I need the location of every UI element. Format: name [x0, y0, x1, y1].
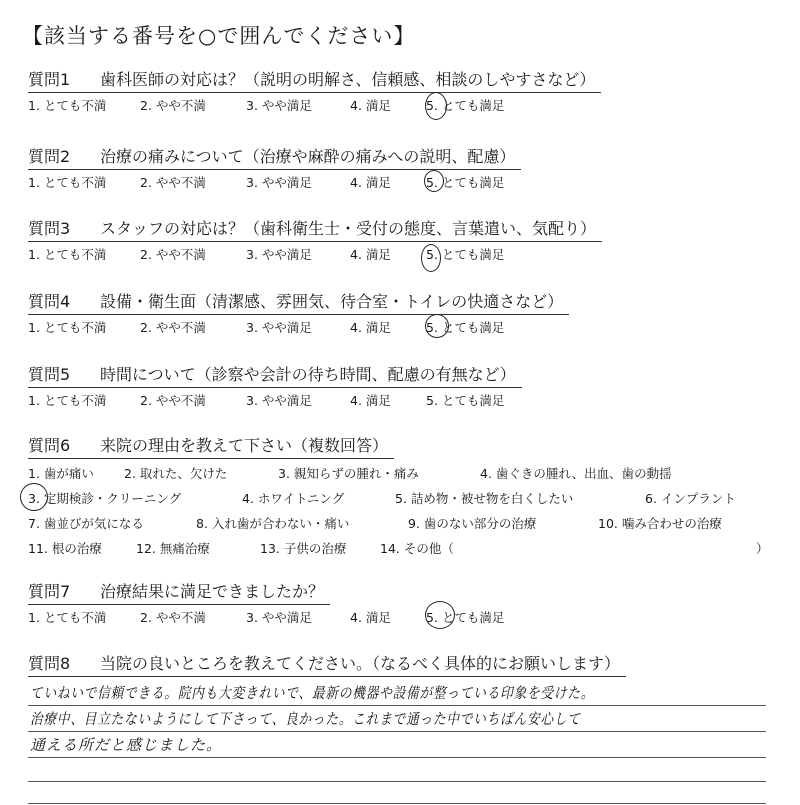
- option-1[interactable]: 1. とても不満: [28, 247, 107, 262]
- option-2[interactable]: 2. やや不満: [140, 610, 206, 625]
- question-number: 質問5: [28, 365, 71, 384]
- option-5[interactable]: 5. とても満足: [426, 247, 505, 262]
- question-7: [28, 580, 768, 629]
- option-1[interactable]: 1. とても不満: [28, 610, 107, 625]
- selected-circle-q3: [421, 244, 441, 272]
- reason-close-paren: ）: [756, 541, 769, 556]
- question-text: 時間について（診察や会計の待ち時間、配慮の有無など）: [100, 365, 516, 384]
- option-4[interactable]: 4. 満足: [350, 247, 391, 262]
- reason-option[interactable]: 13. 子供の治療: [260, 541, 347, 556]
- option-3[interactable]: 3. やや満足: [246, 610, 312, 625]
- rating-options: [28, 607, 768, 629]
- reason-option[interactable]: 9. 歯のない部分の治療: [408, 516, 537, 531]
- answer-line: [28, 705, 766, 706]
- option-1[interactable]: 1. とても不満: [28, 393, 107, 408]
- question-number: 質問7: [28, 582, 71, 601]
- question-text: 歯科医師の対応は？（説明の明解さ、信頼感、相談のしやすさなど）: [100, 70, 596, 89]
- option-3[interactable]: 3. やや満足: [246, 247, 312, 262]
- option-5[interactable]: 5. とても満足: [426, 610, 505, 625]
- question-8: [28, 652, 768, 677]
- reason-option[interactable]: 11. 根の治療: [28, 541, 102, 556]
- handwritten-answer-line-3: 通える所だと感じました。: [30, 736, 223, 754]
- reason-row: [28, 536, 768, 561]
- rating-options: [28, 317, 768, 339]
- option-2[interactable]: 2. やや不満: [140, 175, 206, 190]
- answer-line: [28, 731, 766, 732]
- question-number: 質問3: [28, 219, 71, 238]
- question-text: 設備・衛生面（清潔感、雰囲気、待合室・トイレの快適さなど）: [100, 292, 564, 311]
- question-text: 当院の良いところを教えてください。（なるべく具体的にお願いします）: [100, 654, 621, 673]
- reason-option[interactable]: 12. 無痛治療: [136, 541, 210, 556]
- option-5[interactable]: 5. とても満足: [426, 393, 505, 408]
- option-4[interactable]: 4. 満足: [350, 175, 391, 190]
- reason-row: [28, 486, 768, 511]
- selected-circle-q6: [20, 483, 48, 511]
- question-text: 治療結果に満足できましたか？: [100, 582, 325, 601]
- selected-circle-q4: [425, 314, 449, 338]
- reason-row: [28, 461, 768, 486]
- question-4: [28, 290, 768, 339]
- option-1[interactable]: 1. とても不満: [28, 320, 107, 335]
- option-2[interactable]: 2. やや不満: [140, 393, 206, 408]
- answer-line: [28, 781, 766, 782]
- option-5[interactable]: 5. とても満足: [426, 175, 505, 190]
- option-4[interactable]: 4. 満足: [350, 393, 391, 408]
- option-4[interactable]: 4. 満足: [350, 320, 391, 335]
- option-5[interactable]: 5. とても満足: [426, 320, 505, 335]
- question-2: [28, 145, 768, 194]
- option-3[interactable]: 3. やや満足: [246, 98, 312, 113]
- option-4[interactable]: 4. 満足: [350, 610, 391, 625]
- answer-line: [28, 803, 766, 804]
- option-5[interactable]: 5. とても満足: [426, 98, 505, 113]
- reason-option[interactable]: 8. 入れ歯が合わない・痛い: [196, 516, 350, 531]
- reason-option[interactable]: 14. その他（: [380, 541, 454, 556]
- question-text: スタッフの対応は？（歯科衛生士・受付の態度、言葉遣い、気配り）: [100, 219, 597, 238]
- question-number: 質問1: [28, 70, 71, 89]
- option-4[interactable]: 4. 満足: [350, 98, 391, 113]
- reason-option[interactable]: 4. ホワイトニング: [242, 491, 345, 506]
- question-3: [28, 217, 768, 266]
- reason-options: [28, 461, 768, 561]
- question-text: 来院の理由を教えて下さい（複数回答）: [100, 436, 389, 455]
- handwritten-answer-line-2: 治療中、目立たないようにして下さって、良かった。これまで通った中でいちばん安心して: [30, 710, 581, 728]
- selected-circle-q7: [425, 601, 455, 629]
- reason-option[interactable]: 1. 歯が痛い: [28, 466, 94, 481]
- option-2[interactable]: 2. やや不満: [140, 247, 206, 262]
- option-3[interactable]: 3. やや満足: [246, 393, 312, 408]
- question-6: [28, 434, 768, 561]
- reason-option[interactable]: 6. インプラント: [645, 491, 736, 506]
- option-1[interactable]: 1. とても不満: [28, 98, 107, 113]
- reason-option[interactable]: 3. 親知らずの腫れ・痛み: [278, 466, 419, 481]
- reason-row: [28, 511, 768, 536]
- handwritten-answer-line-1: ていねいで信頼できる。院内も大変きれいで、最新の機器や設備が整っている印象を受けた。: [30, 684, 595, 702]
- answer-line: [28, 757, 766, 758]
- reason-option[interactable]: 5. 詰め物・被せ物を白くしたい: [395, 491, 574, 506]
- question-number: 質問8: [28, 654, 71, 673]
- rating-options: [28, 244, 768, 266]
- question-text: 治療の痛みについて（治療や麻酔の痛みへの説明、配慮）: [100, 147, 516, 166]
- reason-option[interactable]: 2. 取れた、欠けた: [124, 466, 228, 481]
- question-number: 質問2: [28, 147, 71, 166]
- option-3[interactable]: 3. やや満足: [246, 175, 312, 190]
- selected-circle-q1: [425, 92, 447, 120]
- option-3[interactable]: 3. やや満足: [246, 320, 312, 335]
- question-number: 質問6: [28, 436, 71, 455]
- selected-circle-q2: [424, 170, 444, 192]
- option-2[interactable]: 2. やや不満: [140, 98, 206, 113]
- option-1[interactable]: 1. とても不満: [28, 175, 107, 190]
- option-2[interactable]: 2. やや不満: [140, 320, 206, 335]
- reason-option[interactable]: 3. 定期検診・クリーニング: [28, 491, 182, 506]
- reason-option[interactable]: 10. 噛み合わせの治療: [598, 516, 722, 531]
- page-title: 【該当する番号を○で囲んでください】: [22, 24, 416, 48]
- rating-options: [28, 95, 768, 117]
- question-5: [28, 363, 768, 412]
- question-number: 質問4: [28, 292, 71, 311]
- rating-options: [28, 172, 768, 194]
- question-1: [28, 68, 768, 117]
- rating-options: [28, 390, 768, 412]
- reason-option[interactable]: 4. 歯ぐきの腫れ、出血、歯の動揺: [480, 466, 672, 481]
- reason-option[interactable]: 7. 歯並びが気になる: [28, 516, 144, 531]
